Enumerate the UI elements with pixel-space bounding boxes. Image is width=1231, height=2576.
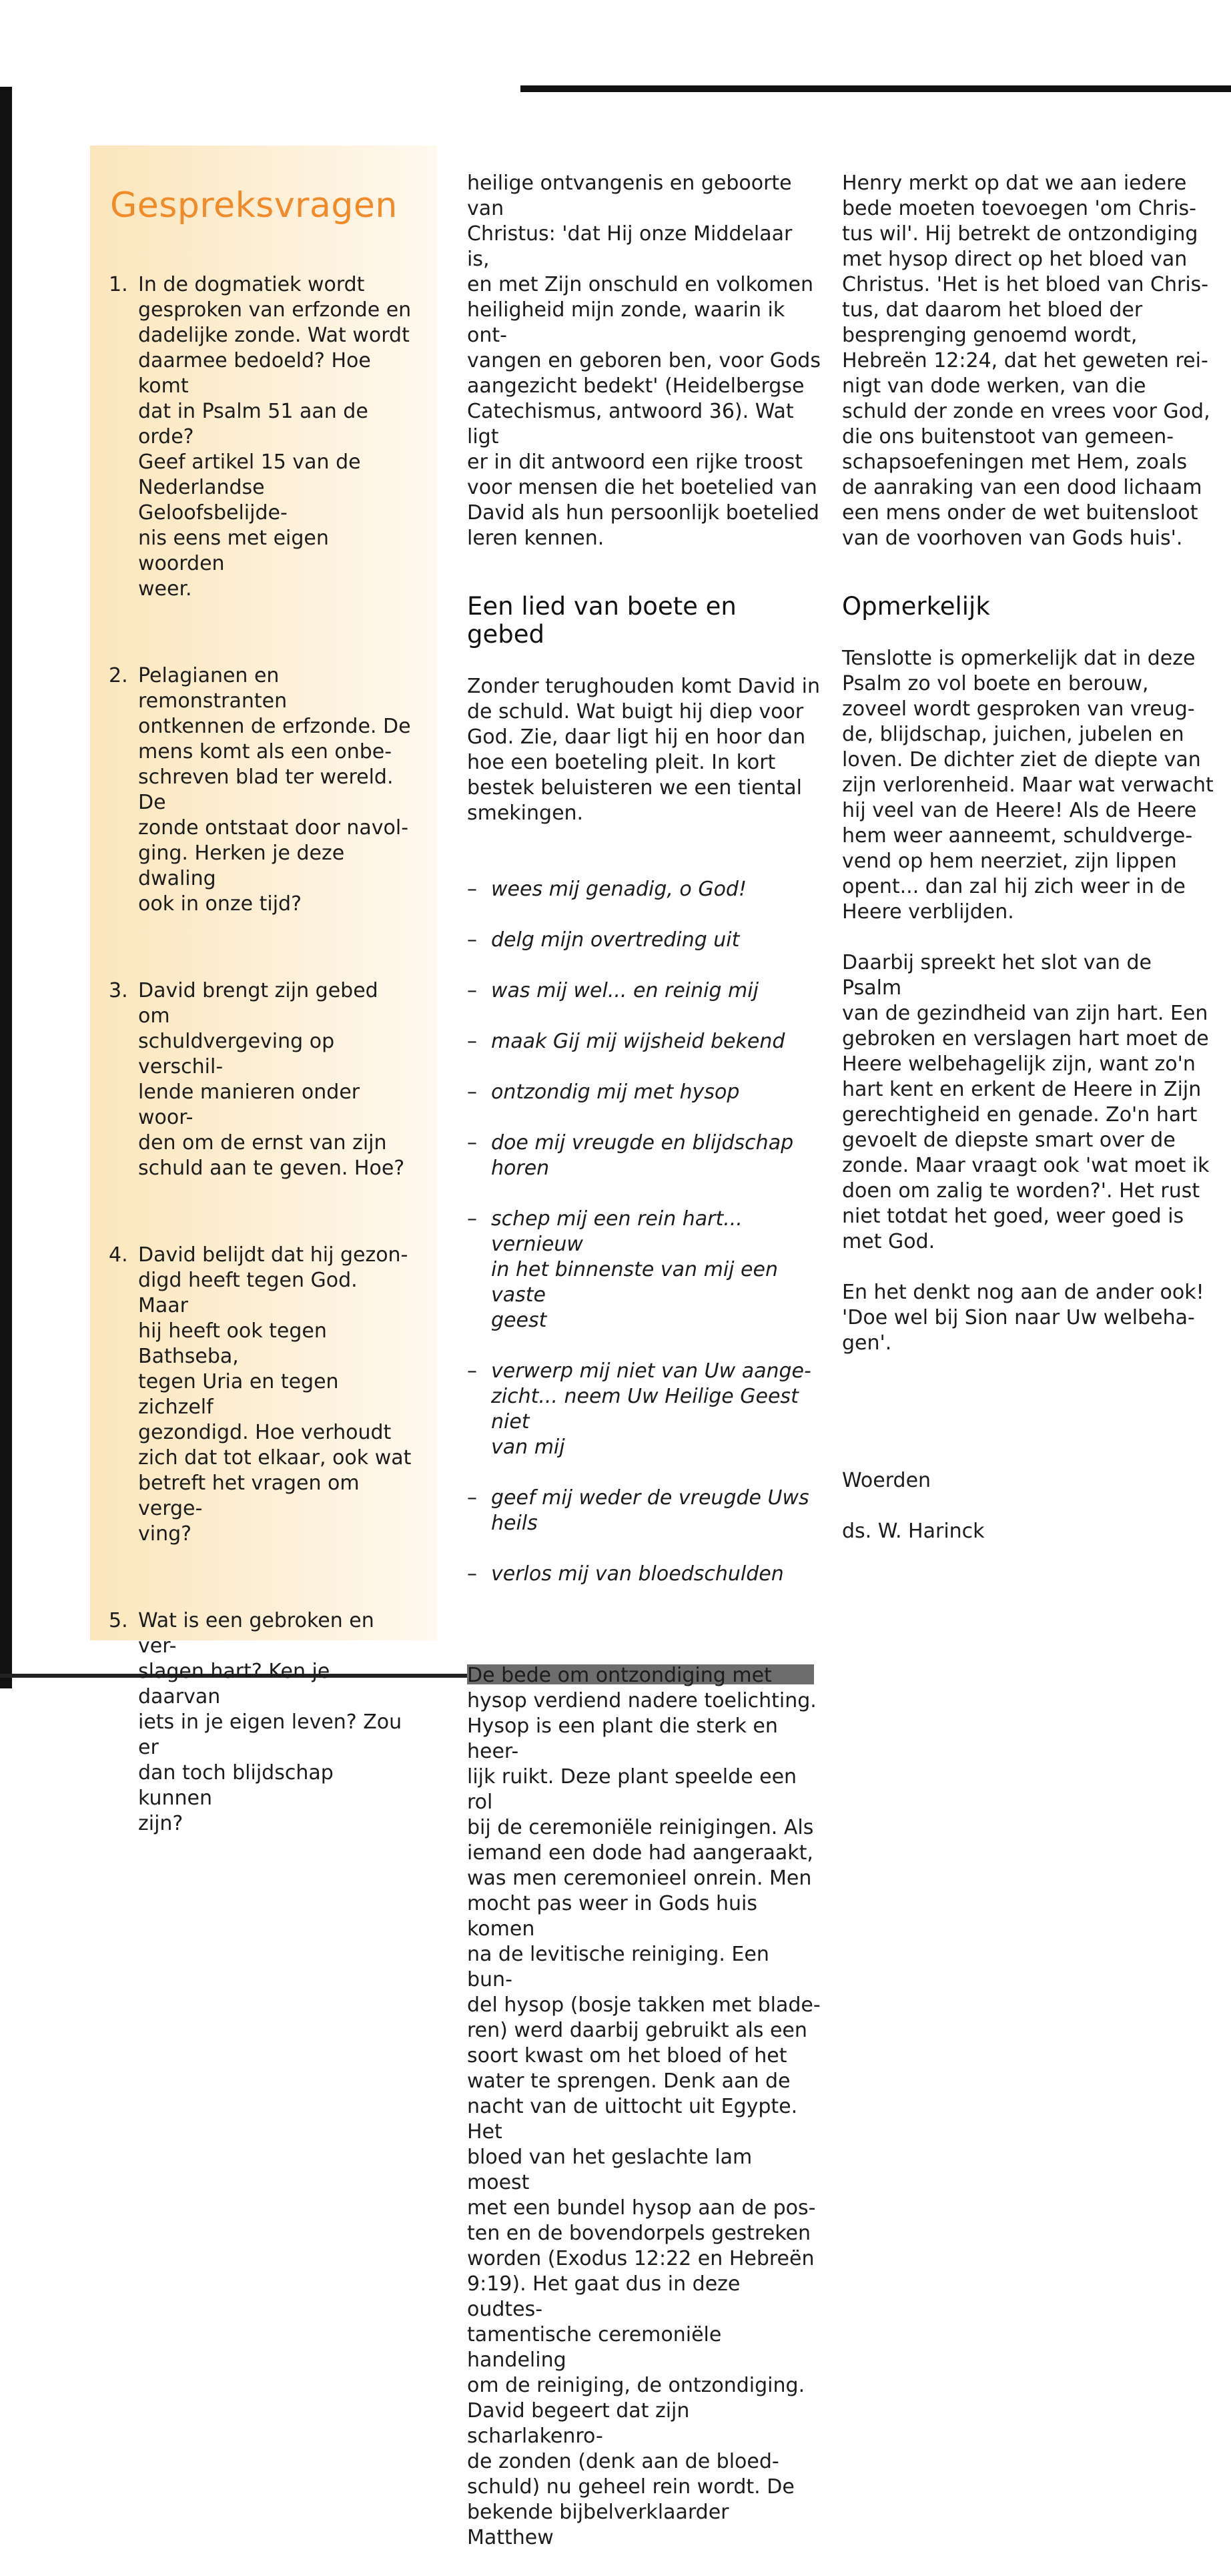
question-text: Pelagianen en remonstranten ontkennen de erfzonde. De mens komt als een onbe- schreven blad ter wereld. De zonde ontstaat door navol- ging. Herken je deze dwaling ook in onze tijd?: [138, 664, 411, 916]
question-text: David belijdt dat hij gezon- digd heeft tegen God. Maar hij heeft ook tegen Bathseba, tegen Uria en tegen zichzelf gezondigd. Hoe verhoudt zich dat tot elkaar, ook wat betreft het vragen om verge- ving?: [138, 1243, 412, 1546]
question-4: [90, 1243, 437, 1547]
signoff: [842, 1443, 1216, 1570]
plea-item: – doe mij vreugde en blijdschap horen: [467, 1131, 821, 1181]
question-text: Wat is een gebroken en ver- slagen hart? Ken je daarvan iets in je eigen leven? Zou er dan toch blijdschap kunnen zijn?: [138, 1609, 402, 1835]
hysop-paragraph: De bede om ontzondiging met hysop verdiend nadere toelichting. Hysop is een plant die sterk en heer- lijk ruikt. Deze plant speelde een rol bij de ceremoniële reinigingen. Als iemand een dode had aangeraakt, was men ceremonieel onrein. Men mocht pas weer in Gods huis komen na de levitische reiniging. Een bun- del hysop (bosje takken met blade- ren) werd daarbij gebruikt als een soort kwast om het bloed of het water te sprengen. Denk aan de nacht van de uittocht uit Egypte. Het bloed van het geslachte lam moest met een bundel hysop aan de pos- ten en de bovendorpels gestreken worden (Exodus 12:22 en Hebreën 9:19). Het gaat dus in deze oudtes- tamentische ceremoniële handeling om de reiniging, de ontzondiging. David begeert dat zijn scharlakenro- de zonden (denk aan de bloed- schuld) nu geheel rein wordt. De bekende bijbelverklaarder Matthew: [467, 1664, 821, 2549]
plea-item: – wees mij genadig, o God!: [467, 877, 821, 902]
article-column-2: [467, 145, 821, 2576]
discussion-questions-sidebar: [90, 145, 437, 1835]
opmerkelijk-paragraph-1: Tenslotte is opmerkelijk dat in deze Psalm zo vol boete en berouw, zoveel wordt gesproken van vreug- de, blijdschap, juichen, jubelen en loven. De dichter ziet de diepte van zijn verlorenheid. Maar wat verwacht hij veel van de Heere! Als de Heere hem weer aanneemt, schuldverge- vend op hem neerziet, zijn lippen opent... dan zal hij zich weer in de Heere verblijden.: [842, 647, 1214, 924]
question-2: [90, 663, 437, 917]
plea-item: – was mij wel... en reinig mij: [467, 978, 821, 1004]
question-number: 2.: [109, 664, 128, 687]
question-1: [90, 272, 437, 602]
top-rule: [520, 85, 1231, 92]
question-5: [90, 1608, 437, 1837]
intro-paragraph: heilige ontvangenis en geboorte van Christus: 'dat Hij onze Middelaar is, en met Zijn onschuld en volkomen heiligheid mijn zonde, waarin ik ont- vangen en geboren ben, voor Gods aangezicht bedekt' (Heidelbergse Catechismus, antwoord 36). Wat ligt er in dit antwoord een rijke troost voor mensen die het boetelied van David als hun persoonlijk boetelied leren kennen.: [467, 172, 821, 550]
section-heading-opmerkelijk: Opmerkelijk: [842, 592, 990, 621]
question-number: 3.: [109, 979, 128, 1002]
sidebar-title: Gespreksvragen: [110, 186, 398, 226]
henry-paragraph: Henry merkt op dat we aan iedere bede moeten toevoegen 'om Chris- tus wil'. Hij betrekt de ontzondiging met hysop direct op het bloed van Christus. 'Het is het bloed van Chris- tus, dat daarom het bloed der besprenging genoemd wordt, Hebreën 12:24, dat het geweten rei- nigt van dode werken, van die schuld der zonde en vrees voor God, die ons buitenstoot van gemeen- schapsoefeningen met Hem, zoals de aanraking van een dood lichaam een mens onder de wet buitensloot van de voorhoven van Gods huis'.: [842, 172, 1210, 550]
plea-item: – verlos mij van bloedschulden: [467, 1562, 821, 1587]
question-number: 5.: [109, 1609, 128, 1632]
plea-item: – geef mij weder de vreugde Uws heils: [467, 1486, 821, 1536]
opmerkelijk-paragraph-2: Daarbij spreekt het slot van de Psalm van de gezindheid van zijn hart. Een gebroken en verslagen hart moet de Heere welbehagelijk zijn, want zo'n hart kent en erkent de Heere in Zijn gerechtigheid en genade. Zo'n hart gevoelt de diepste smart over de zonde. Maar vraagt ook 'wat moet ik doen om zalig te worden?'. Het rust niet totdat het goed, weer goed is met God.: [842, 951, 1210, 1253]
signoff-place: Woerden: [842, 1469, 931, 1492]
questions-list: [90, 272, 437, 1837]
plea-item: – maak Gij mij wijsheid bekend: [467, 1029, 821, 1054]
article-column-3: [842, 145, 1216, 1595]
opmerkelijk-paragraph-3: En het denkt nog aan de ander ook! 'Doe wel bij Sion naar Uw welbeha- gen'.: [842, 1281, 1204, 1355]
question-number: 4.: [109, 1243, 128, 1267]
plea-item: – schep mij een rein hart... vernieuw in het binnenste van mij een vaste geest: [467, 1207, 821, 1333]
signoff-author: ds. W. Harinck: [842, 1520, 985, 1543]
question-text: David brengt zijn gebed om schuldvergeving op verschil- lende manieren onder woor- den om de ernst van zijn schuld aan te geven. Hoe?: [138, 979, 405, 1180]
scan-edge-left: [0, 87, 12, 1688]
question-3: [90, 978, 437, 1181]
question-text: In de dogmatiek wordt gesproken van erfzonde en dadelijke zonde. Wat wordt daarmee bedoeld? Hoe komt dat in Psalm 51 aan de orde? Geef artikel 15 van de Nederlandse Geloofsbelijde- nis eens met eigen woorden weer.: [138, 273, 412, 601]
plea-item: – verwerp mij niet van Uw aange- zicht... neem Uw Heilige Geest niet van mij: [467, 1359, 821, 1460]
question-number: 1.: [109, 273, 128, 296]
plea-item: – delg mijn overtreding uit: [467, 928, 821, 953]
pleas-list: [467, 852, 821, 1612]
boete-paragraph: Zonder terughouden komt David in de schuld. Wat buigt hij diep voor God. Zie, daar ligt hij en hoor dan hoe een boeteling pleit. In kort bestek beluisteren we een tiental smekingen.: [467, 675, 821, 825]
plea-item: – ontzondig mij met hysop: [467, 1080, 821, 1105]
section-heading-boete-en-gebed: Een lied van boete en gebed: [467, 592, 737, 649]
